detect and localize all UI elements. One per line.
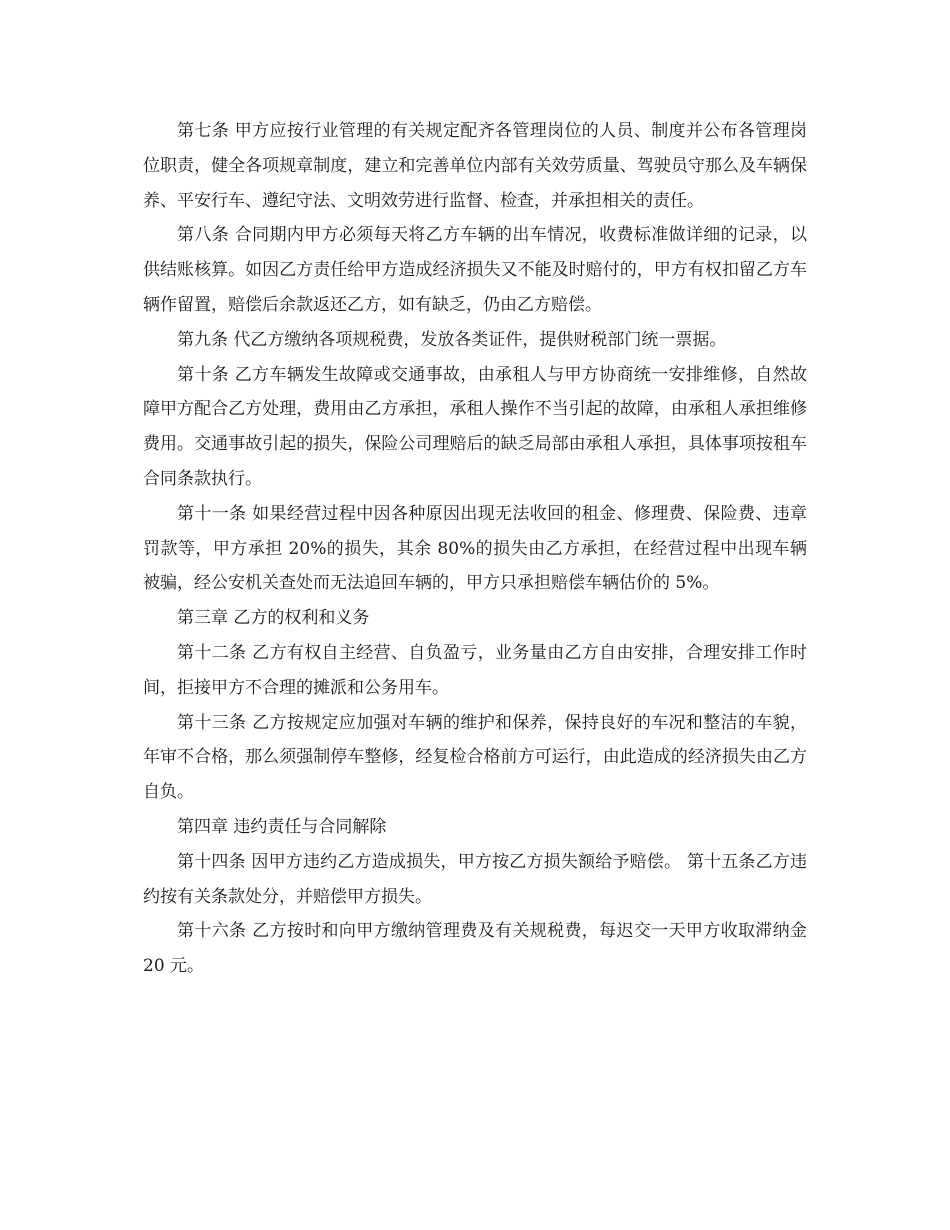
paragraph-article-14-15: 第十四条 因甲方违约乙方造成损失，甲方按乙方损失额给予赔偿。 第十五条乙方违约按有关条款处分，并赔偿甲方损失。 — [143, 851, 807, 907]
document-body — [143, 114, 807, 984]
paragraph-article-16: 第十六条 乙方按时和向甲方缴纳管理费及有关规税费，每迟交一天甲方收取滞纳金 20 元。 — [143, 921, 807, 977]
paragraph-article-13: 第十三条 乙方按规定应加强对车辆的维护和保养，保持良好的车况和整洁的车貌，年审不合格，那么须强制停车整修，经复检合格前方可运行，由此造成的经济损失由乙方自负。 — [143, 712, 807, 803]
paragraph-article-8: 第八条 合同期内甲方必须每天将乙方车辆的出车情况，收费标准做详细的记录，以供结账核算。如因乙方责任给甲方造成经济损失又不能及时赔付的，甲方有权扣留乙方车辆作留置，赔偿后余款返还乙方，如有缺乏，仍由乙方赔偿。 — [143, 225, 807, 315]
paragraph-article-7: 第七条 甲方应按行业管理的有关规定配齐各管理岗位的人员、制度并公布各管理岗位职责，健全各项规章制度，建立和完善单位内部有关效劳质量、驾驶员守那么及车辆保养、平安行车、遵纪守法、文明效劳进行监督、检查，并承担相关的责任。 — [143, 121, 807, 211]
chapter-heading-3: 第三章 乙方的权利和义务 — [177, 608, 370, 629]
paragraph-article-12: 第十二条 乙方有权自主经营、自负盈亏，业务量由乙方自由安排，合理安排工作时间，拒接甲方不合理的摊派和公务用车。 — [143, 642, 807, 698]
paragraph-article-10: 第十条 乙方车辆发生故障或交通事故，由承租人与甲方协商统一安排维修，自然故障甲方配合乙方处理，费用由乙方承担，承租人操作不当引起的故障，由承租人承担维修费用。交通事故引起的损失，保险公司理赔后的缺乏局部由承租人承担，具体事项按租车合同条款执行。 — [143, 364, 807, 489]
paragraph-article-11: 第十一条 如果经营过程中因各种原因出现无法收回的租金、修理费、保险费、违章罚款等，甲方承担 20%的损失，其余 80%的损失由乙方承担，在经营过程中出现车辆被骗，经公安机关查处而无法追回车辆的，甲方只承担赔偿车辆估价的 5%。 — [143, 503, 807, 594]
paragraph-article-9: 第九条 代乙方缴纳各项规税费，发放各类证件，提供财税部门统一票据。 — [177, 329, 727, 350]
chapter-heading-4: 第四章 违约责任与合同解除 — [177, 816, 387, 837]
